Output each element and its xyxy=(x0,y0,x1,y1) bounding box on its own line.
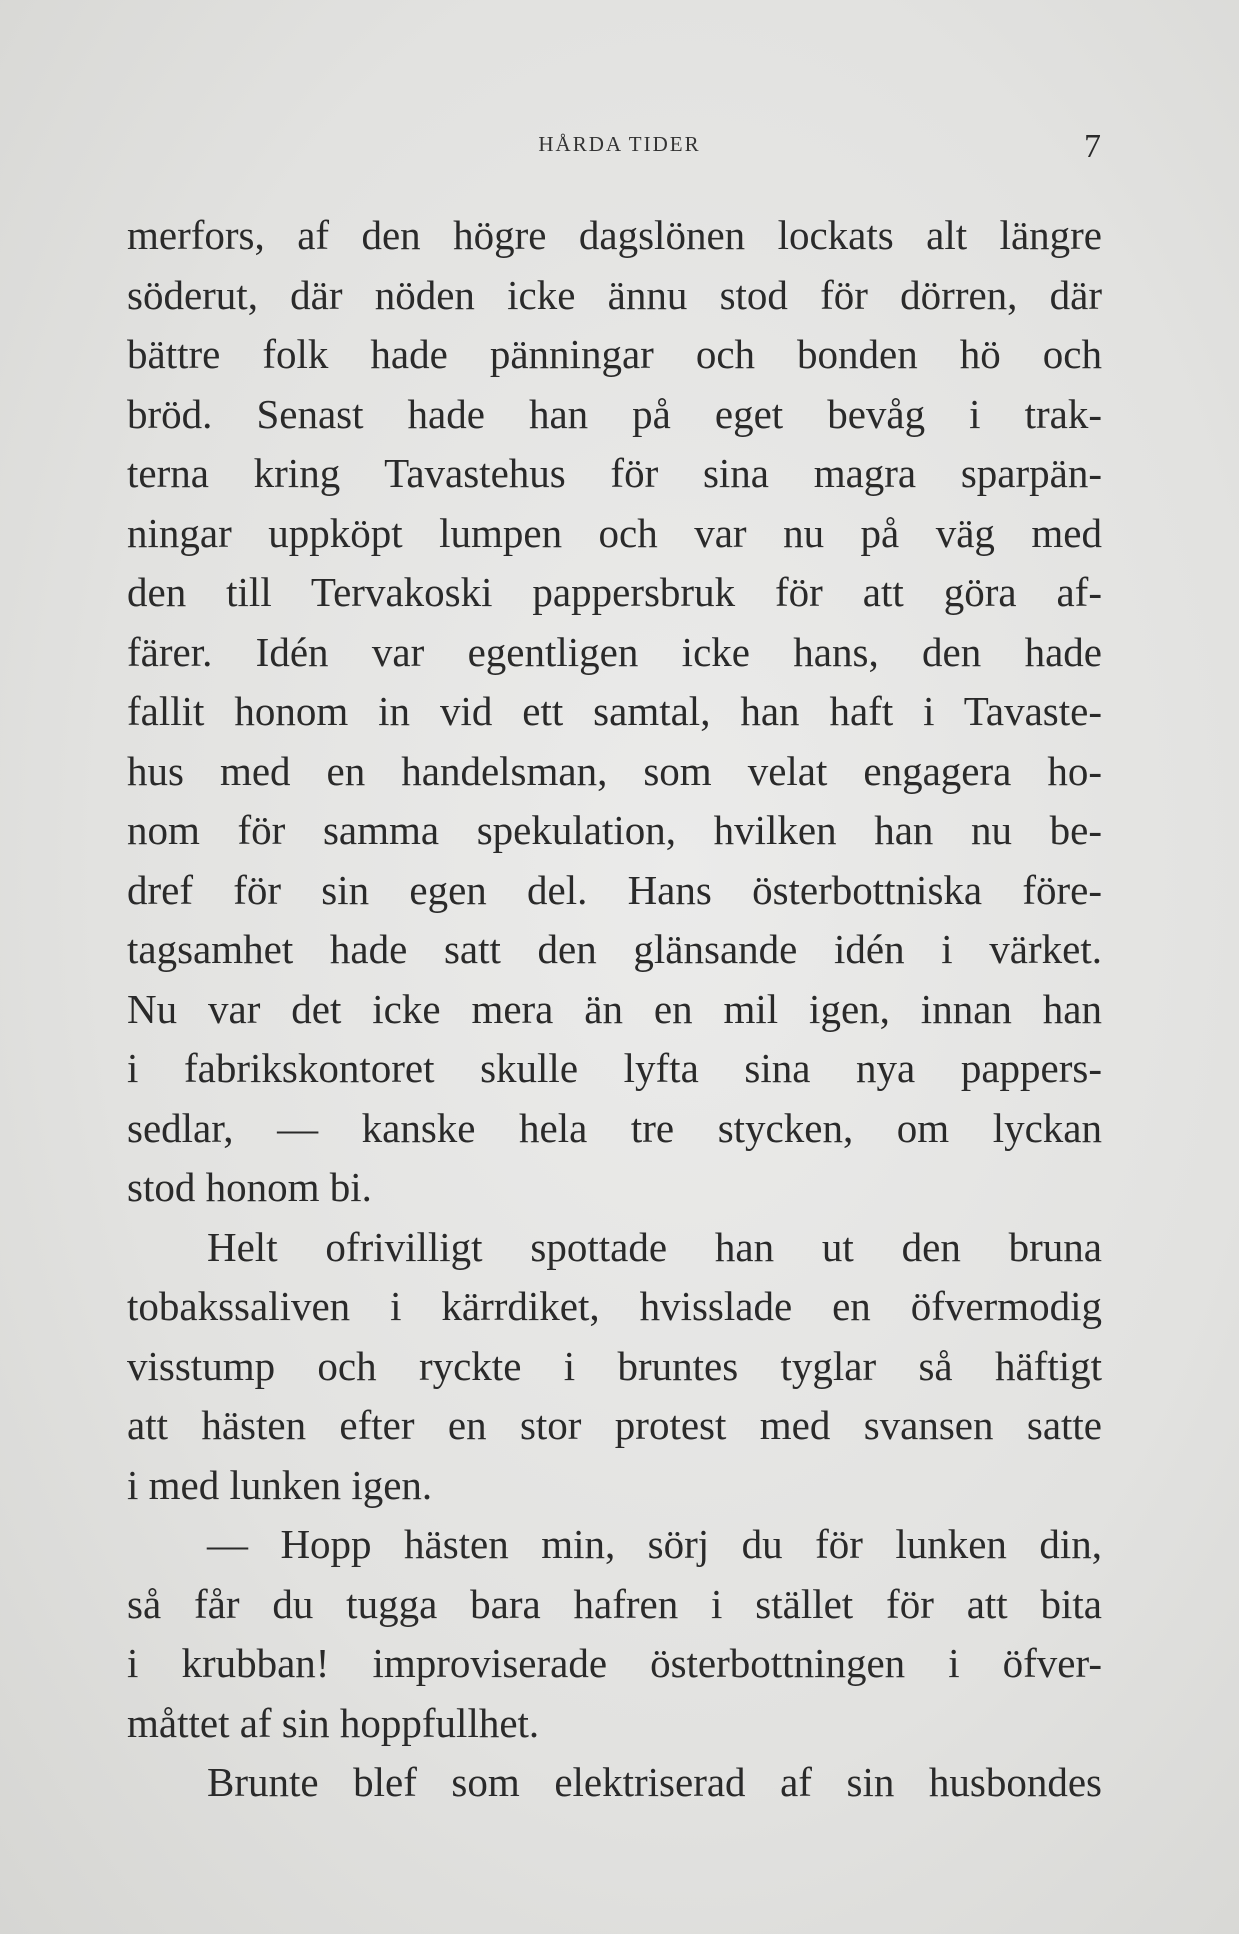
paragraph-start-line: Helt ofrivilligt spottade han ut den bruna xyxy=(207,1223,1102,1270)
text-line: i fabrikskontoret skulle lyfta sina nya pappers- xyxy=(127,1045,1102,1091)
text-line: dref för sin egen del. Hans österbottniska före- xyxy=(127,866,1102,913)
text-line: färer. Idén var egentligen icke hans, den hade xyxy=(127,628,1102,675)
text-line: nom för samma spekulation, hvilken han nu be- xyxy=(127,807,1102,853)
text-line: bröd. Senast hade han på eget bevåg i trak- xyxy=(127,390,1102,437)
text-line: merfors, af den högre dagslönen lockats alt längre xyxy=(127,212,1102,258)
body-text xyxy=(127,206,1102,1813)
text-line: att hästen efter en stor protest med svansen satte xyxy=(127,1402,1102,1448)
text-line: tobakssaliven i kärrdiket, hvisslade en öfvermodig xyxy=(127,1283,1102,1329)
running-title: HÅRDA TIDER xyxy=(538,132,701,156)
text-line: hus med en handelsman, som velat engagera ho- xyxy=(127,747,1102,794)
paragraph-end-line: måttet af sin hoppfullhet. xyxy=(127,1699,540,1746)
paragraph-end-line: i med lunken igen. xyxy=(127,1461,433,1508)
paragraph-start-line: — Hopp hästen min, sörj du för lunken din, xyxy=(207,1521,1102,1567)
text-line: sedlar, — kanske hela tre stycken, om lyckan xyxy=(127,1104,1102,1151)
text-line: fallit honom in vid ett samtal, han haft i Tavaste- xyxy=(127,688,1102,734)
text-line: i krubban! improviserade österbottningen i öfver- xyxy=(127,1640,1102,1686)
text-line: visstump och ryckte i bruntes tyglar så häftigt xyxy=(127,1342,1102,1389)
text-line: ningar uppköpt lumpen och var nu på väg med xyxy=(127,509,1102,556)
text-line: Nu var det icke mera än en mil igen, innan han xyxy=(127,985,1102,1032)
paragraph-end-line: stod honom bi. xyxy=(127,1164,372,1210)
paragraph-start-line: Brunte blef som elektriserad af sin husbondes xyxy=(207,1759,1102,1805)
text-line: bättre folk hade pänningar och bonden hö och xyxy=(127,331,1102,377)
text-line: den till Tervakoski pappersbruk för att göra af- xyxy=(127,569,1102,615)
text-line: terna kring Tavastehus för sina magra sparpän- xyxy=(127,450,1102,496)
text-line: söderut, där nöden icke ännu stod för dörren, där xyxy=(127,271,1102,318)
page-number: 7 xyxy=(1084,128,1101,165)
text-line: så får du tugga bara hafren i stället för att bita xyxy=(127,1580,1102,1627)
running-head xyxy=(0,128,1239,168)
text-line: tagsamhet hade satt den glänsande idén i värket. xyxy=(127,926,1102,972)
